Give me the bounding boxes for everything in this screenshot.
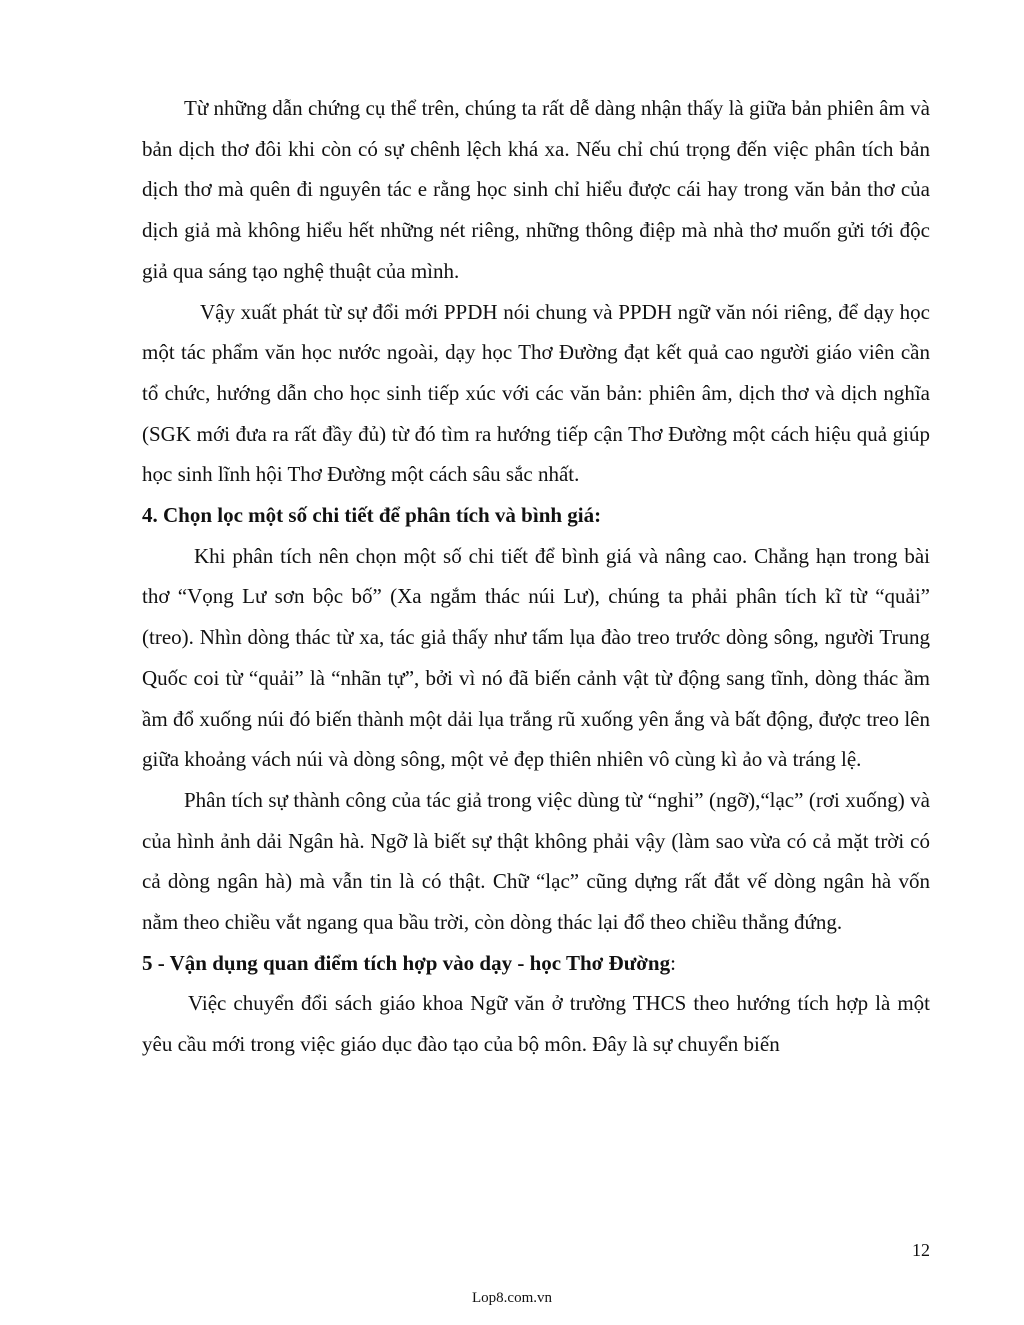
section-heading-5 [142,943,930,984]
footer-watermark: Lop8.com.vn [472,1290,552,1306]
section-heading-5-colon: : [670,950,676,975]
paragraph-teaching-approach: Vậy xuất phát từ sự đổi mới PPDH nói chung và PPDH ngữ văn nói riêng, để dạy học một tác phẩm văn học nước ngoài, dạy học Thơ Đường đạt kết quả cao người giáo viên cần tổ chức, hướng dẫn cho học sinh tiếp xúc với các văn bản: phiên âm, dịch thơ và dịch nghĩa (SGK mới đưa ra rất đầy đủ) từ đó tìm ra hướng tiếp cận Thơ Đường một cách hiệu quả giúp học sinh lĩnh hội Thơ Đường một cách sâu sắc nhất. [142,299,930,487]
document-body [142,88,930,1065]
paragraph-translation-comparison: Từ những dẫn chứng cụ thể trên, chúng ta rất dễ dàng nhận thấy là giữa bản phiên âm và bản dịch thơ đôi khi còn có sự chênh lệch khá xa. Nếu chỉ chú trọng đến việc phân tích bản dịch thơ mà quên đi nguyên tác e rằng học sinh chỉ hiểu được cái hay trong văn bản thơ của dịch giả mà không hiểu hết những nét riêng, những thông điệp mà nhà thơ muốn gửi tới độc giả qua sáng tạo nghệ thuật của mình. [142,96,930,283]
page-number: 12 [912,1240,930,1260]
section-heading-5-text: 5 - Vận dụng quan điểm tích hợp vào dạy - học Thơ Đường [142,950,671,975]
section-heading-4: 4. Chọn lọc một số chi tiết để phân tích và bình giá: [142,503,602,528]
paragraph-integration: Việc chuyển đổi sách giáo khoa Ngữ văn ở trường THCS theo hướng tích hợp là một yêu cầu mới trong việc giáo dục đào tạo của bộ môn. Đây là sự chuyển biến [142,991,930,1057]
paragraph-detail-analysis: Khi phân tích nên chọn một số chi tiết để bình giá và nâng cao. Chẳng hạn trong bài thơ “Vọng Lư sơn bộc bố” (Xa ngắm thác núi Lư), chúng ta phải phân tích kĩ từ “quải” (treo). Nhìn dòng thác từ xa, tác giả thấy như tấm lụa đào treo trước dòng sông, người Trung Quốc coi từ “quải” là “nhãn tự”, bởi vì nó đã biến cảnh vật từ động sang tĩnh, dòng thác ầm ầm đổ xuống núi đó biến thành một dải lụa trắng rũ xuống yên ắng và bất động, được treo lên giữa khoảng vách núi và dòng sông, một vẻ đẹp thiên nhiên vô cùng kì ảo và tráng lệ. [142,543,930,772]
paragraph-word-usage-analysis: Phân tích sự thành công của tác giả trong việc dùng từ “nghi” (ngỡ),“lạc” (rơi xuống) và của hình ảnh dải Ngân hà. Ngỡ là biết sự thật không phải vậy (làm sao vừa có cả mặt trời có cả dòng ngân hà) mà vẫn tin là có thật. Chữ “lạc” cũng dựng rất đắt vế dòng ngân hà vốn nằm theo chiều vắt ngang qua bầu trời, còn dòng thác lại đổ theo chiều thẳng đứng. [142,787,930,935]
